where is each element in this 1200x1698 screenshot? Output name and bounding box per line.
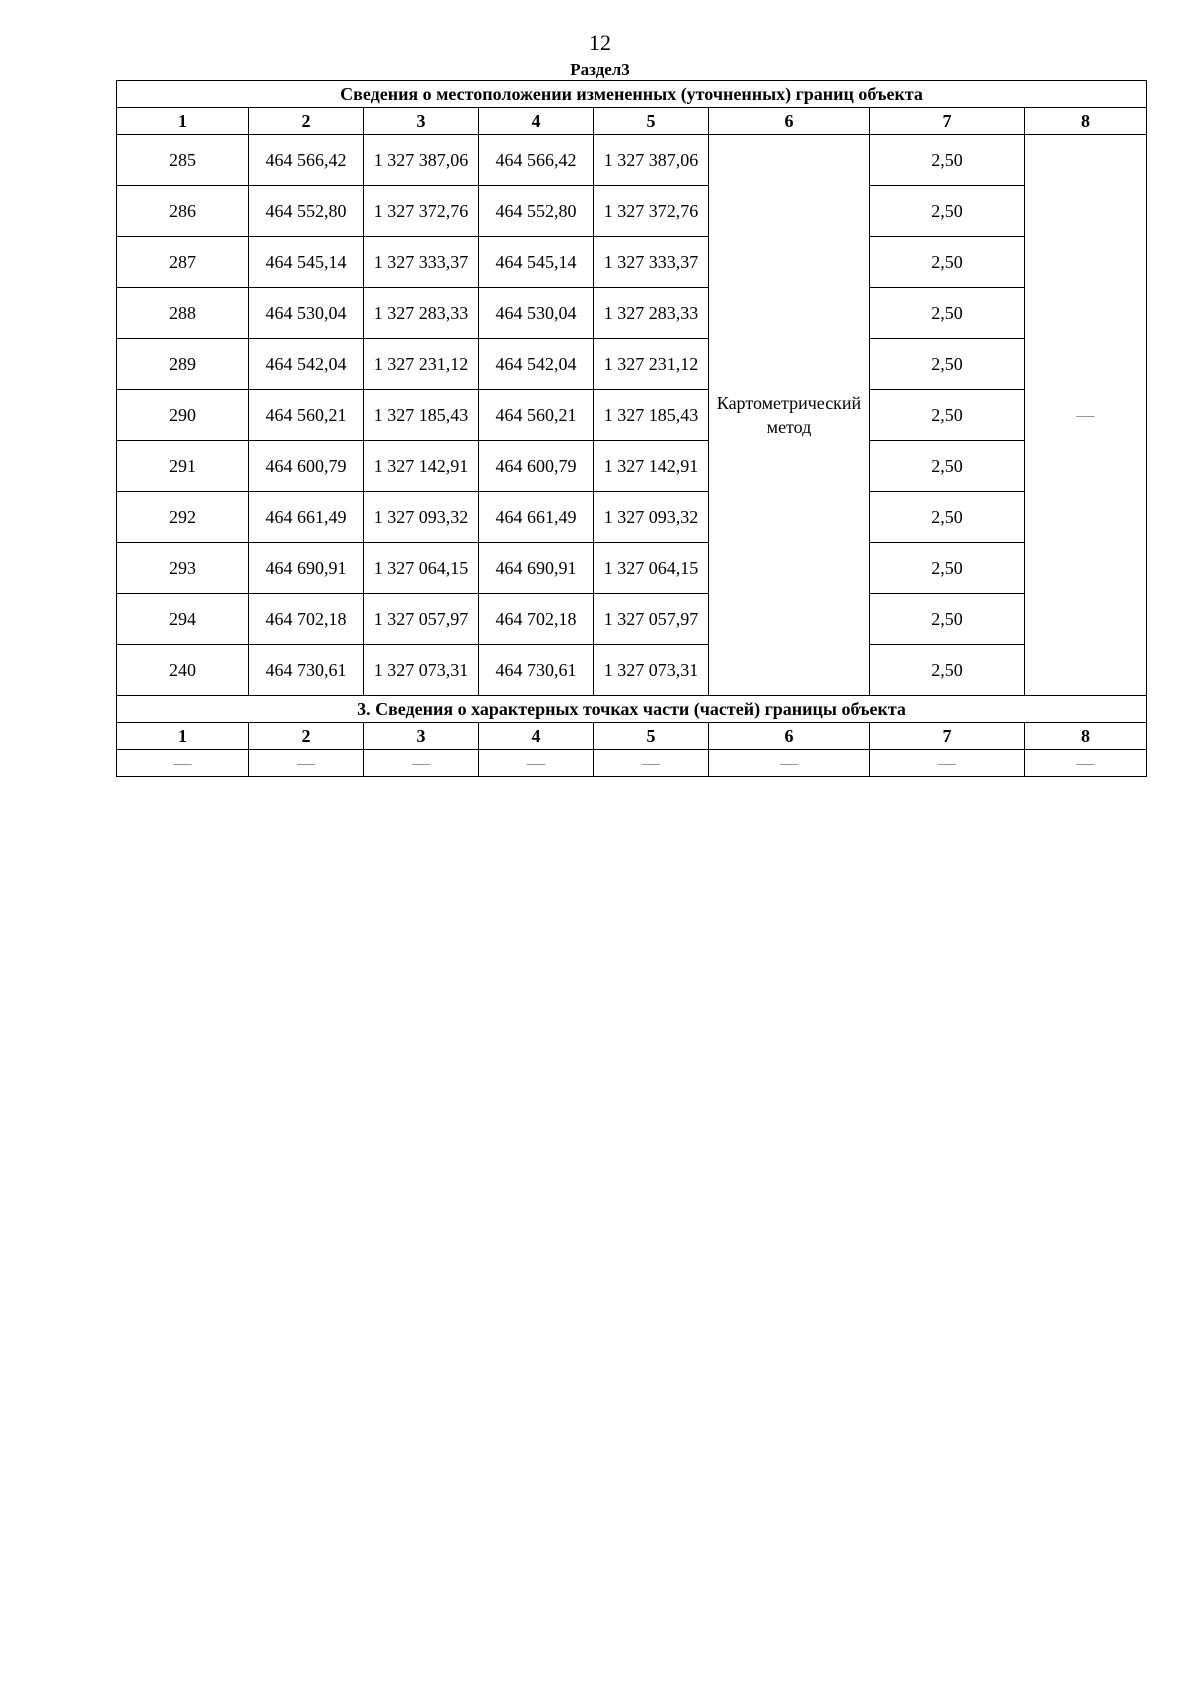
empty-dash-cell: —	[117, 750, 249, 777]
table-cell: 464 542,04	[249, 339, 364, 390]
table-cell: 1 327 064,15	[364, 543, 479, 594]
table2-header-cell: 4	[479, 723, 594, 750]
table-cell: 1 327 057,97	[364, 594, 479, 645]
table-cell: 464 566,42	[479, 135, 594, 186]
table-row	[117, 441, 1147, 492]
table-row	[117, 645, 1147, 696]
coordinates-table	[116, 80, 1147, 777]
table-cell: 1 327 387,06	[594, 135, 709, 186]
table-cell: 1 327 283,33	[364, 288, 479, 339]
table-row	[117, 237, 1147, 288]
table-cell: 464 690,91	[249, 543, 364, 594]
table-cell: 1 327 387,06	[364, 135, 479, 186]
table-cell: 1 327 142,91	[364, 441, 479, 492]
table-cell: 464 600,79	[479, 441, 594, 492]
table2-header-cell: 7	[870, 723, 1025, 750]
table1-header-cell: 3	[364, 108, 479, 135]
empty-dash-cell: —	[249, 750, 364, 777]
empty-dash-cell: —	[479, 750, 594, 777]
table2-header-cell: 2	[249, 723, 364, 750]
table1-header-cell: 7	[870, 108, 1025, 135]
table1-header-cell: 2	[249, 108, 364, 135]
table-cell: 293	[117, 543, 249, 594]
table-row	[117, 339, 1147, 390]
section-title: Раздел3	[570, 60, 630, 79]
table-cell: 464 530,04	[479, 288, 594, 339]
table-cell: 464 730,61	[249, 645, 364, 696]
table-cell: 1 327 185,43	[364, 390, 479, 441]
table-cell: 464 600,79	[249, 441, 364, 492]
table-cell: 464 690,91	[479, 543, 594, 594]
empty-dash-cell: —	[594, 750, 709, 777]
accuracy-cell: 2,50	[870, 288, 1025, 339]
table-cell: 1 327 142,91	[594, 441, 709, 492]
table-cell: 1 327 333,37	[364, 237, 479, 288]
table-cell: 1 327 057,97	[594, 594, 709, 645]
accuracy-cell: 2,50	[870, 186, 1025, 237]
table-cell: 1 327 231,12	[594, 339, 709, 390]
table-cell: 464 730,61	[479, 645, 594, 696]
table-cell: 1 327 185,43	[594, 390, 709, 441]
table-row	[117, 135, 1147, 186]
accuracy-cell: 2,50	[870, 390, 1025, 441]
page-number: 12	[589, 30, 611, 55]
table-cell: 292	[117, 492, 249, 543]
table-row	[117, 594, 1147, 645]
table-cell: 464 661,49	[249, 492, 364, 543]
table-cell: 1 327 231,12	[364, 339, 479, 390]
column8-cell: —	[1025, 135, 1147, 696]
table-cell: 1 327 093,32	[594, 492, 709, 543]
table-row	[117, 543, 1147, 594]
accuracy-cell: 2,50	[870, 339, 1025, 390]
table2-header-cell: 8	[1025, 723, 1147, 750]
method-cell: Картометрический метод	[709, 135, 870, 696]
table-cell: 1 327 073,31	[364, 645, 479, 696]
table-cell: 1 327 283,33	[594, 288, 709, 339]
table-cell: 464 702,18	[479, 594, 594, 645]
accuracy-cell: 2,50	[870, 594, 1025, 645]
table2-empty-row	[117, 750, 1147, 777]
table-cell: 464 530,04	[249, 288, 364, 339]
table-row	[117, 186, 1147, 237]
table-cell: 291	[117, 441, 249, 492]
empty-dash-cell: —	[1025, 750, 1147, 777]
table1-caption: Сведения о местоположении измененных (уточненных) границ объекта	[117, 81, 1147, 108]
table1-header-cell: 8	[1025, 108, 1147, 135]
table-cell: 287	[117, 237, 249, 288]
table-cell: 464 545,14	[249, 237, 364, 288]
table-cell: 464 702,18	[249, 594, 364, 645]
accuracy-cell: 2,50	[870, 237, 1025, 288]
table-cell: 294	[117, 594, 249, 645]
table-cell: 1 327 064,15	[594, 543, 709, 594]
empty-dash-cell: —	[709, 750, 870, 777]
table2-header-cell: 1	[117, 723, 249, 750]
table-cell: 464 560,21	[479, 390, 594, 441]
table-cell: 1 327 073,31	[594, 645, 709, 696]
table1-header-cell: 4	[479, 108, 594, 135]
table-cell: 464 560,21	[249, 390, 364, 441]
table2-header-cell: 5	[594, 723, 709, 750]
table1-header-cell: 6	[709, 108, 870, 135]
table1-caption-row	[117, 81, 1147, 108]
table-cell: 464 661,49	[479, 492, 594, 543]
table-cell: 285	[117, 135, 249, 186]
table2-header-row	[117, 723, 1147, 750]
table-row	[117, 492, 1147, 543]
table-cell: 1 327 372,76	[594, 186, 709, 237]
accuracy-cell: 2,50	[870, 492, 1025, 543]
table2-header-cell: 6	[709, 723, 870, 750]
table-cell: 1 327 372,76	[364, 186, 479, 237]
table2-caption-row	[117, 696, 1147, 723]
accuracy-cell: 2,50	[870, 441, 1025, 492]
table2-caption: 3. Сведения о характерных точках части (частей) границы объекта	[117, 696, 1147, 723]
empty-dash-cell: —	[870, 750, 1025, 777]
table-cell: 464 552,80	[249, 186, 364, 237]
table-cell: 1 327 093,32	[364, 492, 479, 543]
table-cell: 240	[117, 645, 249, 696]
table-row	[117, 288, 1147, 339]
table-cell: 464 545,14	[479, 237, 594, 288]
table1-header-cell: 5	[594, 108, 709, 135]
table-cell: 289	[117, 339, 249, 390]
table-cell: 288	[117, 288, 249, 339]
table-cell: 464 552,80	[479, 186, 594, 237]
table-cell: 1 327 333,37	[594, 237, 709, 288]
table-row	[117, 390, 1147, 441]
table-cell: 464 566,42	[249, 135, 364, 186]
table-cell: 290	[117, 390, 249, 441]
table2-header-cell: 3	[364, 723, 479, 750]
accuracy-cell: 2,50	[870, 645, 1025, 696]
table-cell: 464 542,04	[479, 339, 594, 390]
table-cell: 286	[117, 186, 249, 237]
accuracy-cell: 2,50	[870, 135, 1025, 186]
table1-header-row	[117, 108, 1147, 135]
table1-header-cell: 1	[117, 108, 249, 135]
accuracy-cell: 2,50	[870, 543, 1025, 594]
empty-dash-cell: —	[364, 750, 479, 777]
